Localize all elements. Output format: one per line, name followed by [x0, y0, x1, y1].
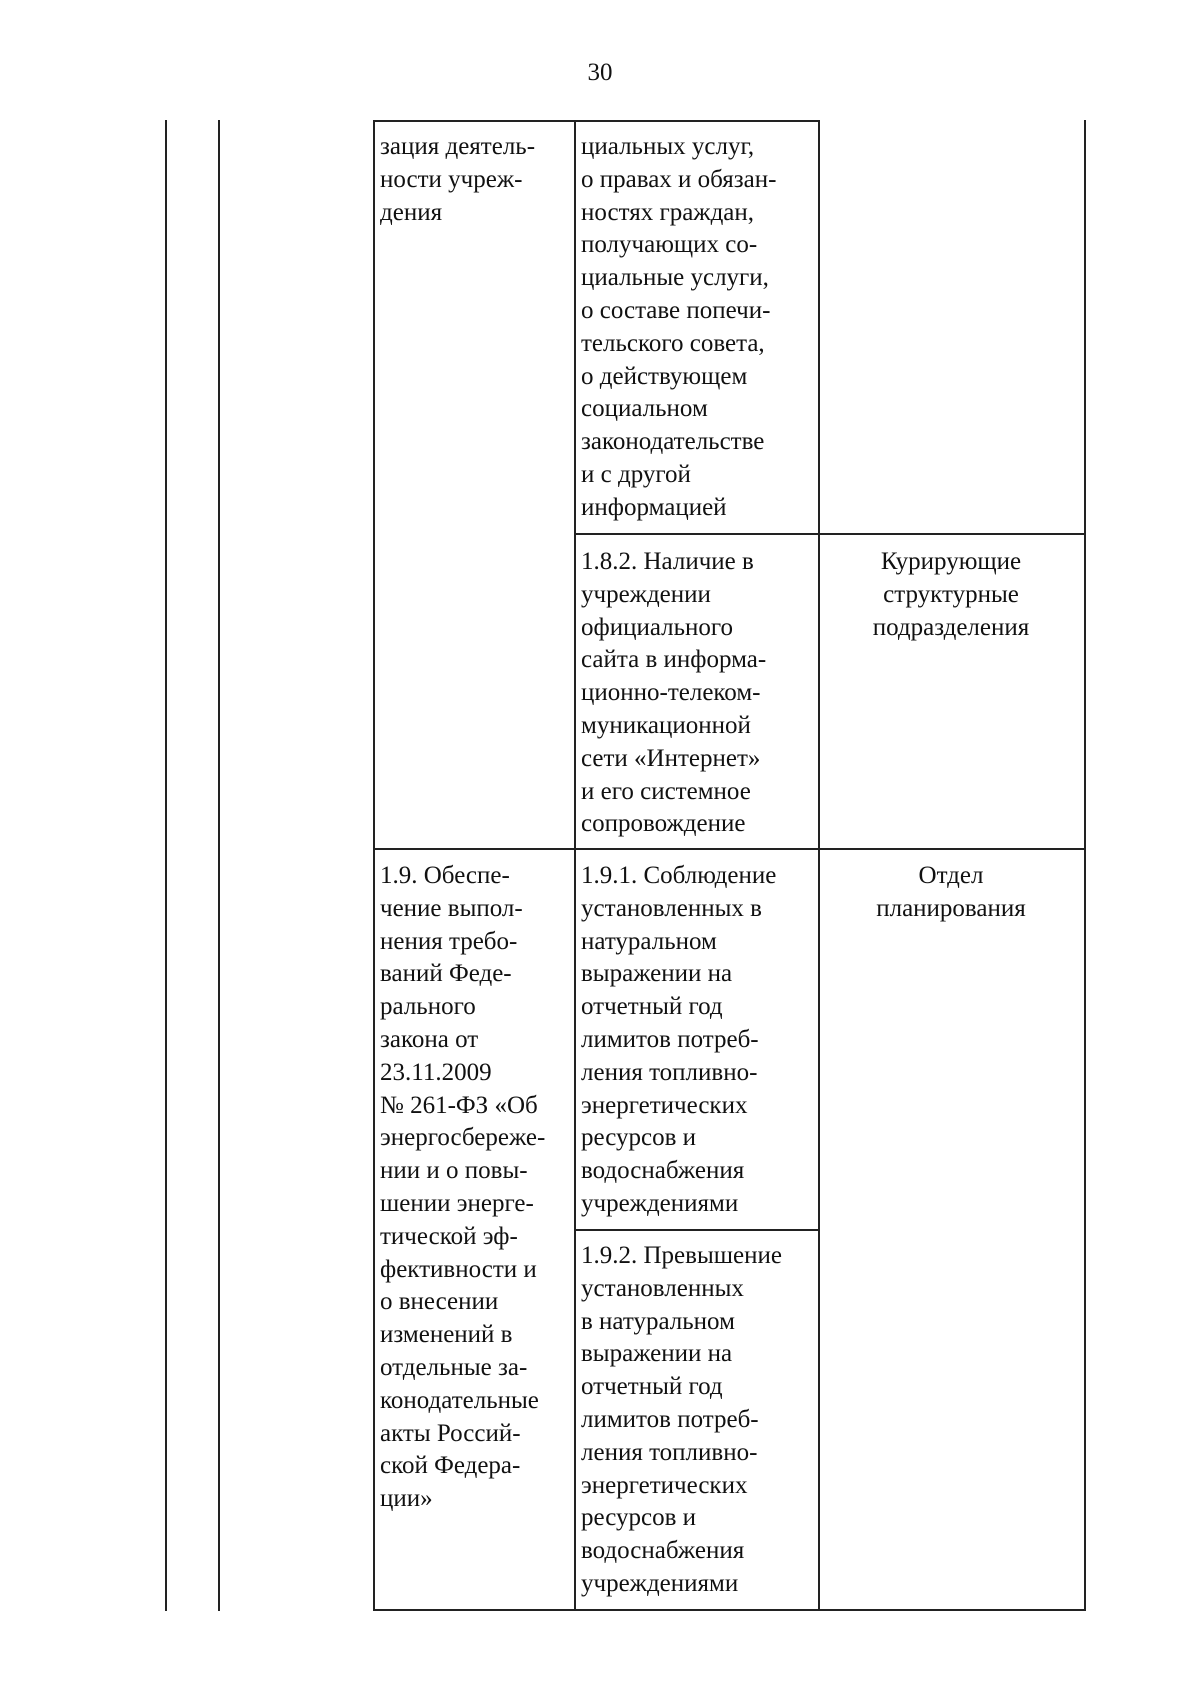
top-border-columns-2-3 — [373, 120, 819, 122]
column-1-border — [218, 120, 220, 1611]
row-3-responsible-cell: Отдел планирования — [876, 862, 1026, 922]
left-margin-line — [165, 120, 167, 1611]
column-2-border — [373, 120, 375, 1611]
row-2-separator — [373, 848, 1085, 850]
row-1-indicator-cell: циальных услуг, о правах и обязан- ностях граждан, получающих со- циальные услуги, о составе попечи- тельского совета, о действующем социальном законодательстве и с другой информацией — [581, 133, 777, 521]
row-3-goal-cell: 1.9. Обеспе- чение выпол- нения требо- ваний Феде- рального закона от 23.11.2009 № 261-ФЗ «Об энергосбереже- нии и о повы- шении энерге- тической эф- фективности и о внесении изменений в отдельные за- конодательные акты Россий- ской Федера- ции» — [380, 862, 546, 1513]
row-2-responsible-cell: Курирующие структурные подразделения — [872, 548, 1030, 641]
row-3-inner-separator — [574, 1229, 819, 1231]
bottom-border — [373, 1609, 1085, 1611]
column-4-border — [818, 120, 820, 1611]
row-1-separator — [574, 533, 1085, 535]
row-3-indicator-1-cell: 1.9.1. Соблюдение установленных в натуральном выражении на отчетный год лимитов потреб- ления топливно- энергетических ресурсов и водоснабжения учреждениями — [581, 862, 777, 1217]
row-2-indicator-cell: 1.8.2. Наличие в учреждении официального сайта в информа- ционно-телеком- муникационной сети «Интернет» и его системное сопровождение — [581, 548, 767, 838]
row-1-goal-cell: зация деятель- ности учреж- дения — [380, 133, 536, 226]
column-3-border — [574, 120, 576, 1611]
page-number: 30 — [587, 59, 613, 86]
right-table-border — [1084, 120, 1086, 1611]
row-3-indicator-2-cell: 1.9.2. Превышение установленных в натуральном выражении на отчетный год лимитов потреб- ления топливно- энергетических ресурсов и водоснабжения учреждениями — [581, 1242, 782, 1597]
